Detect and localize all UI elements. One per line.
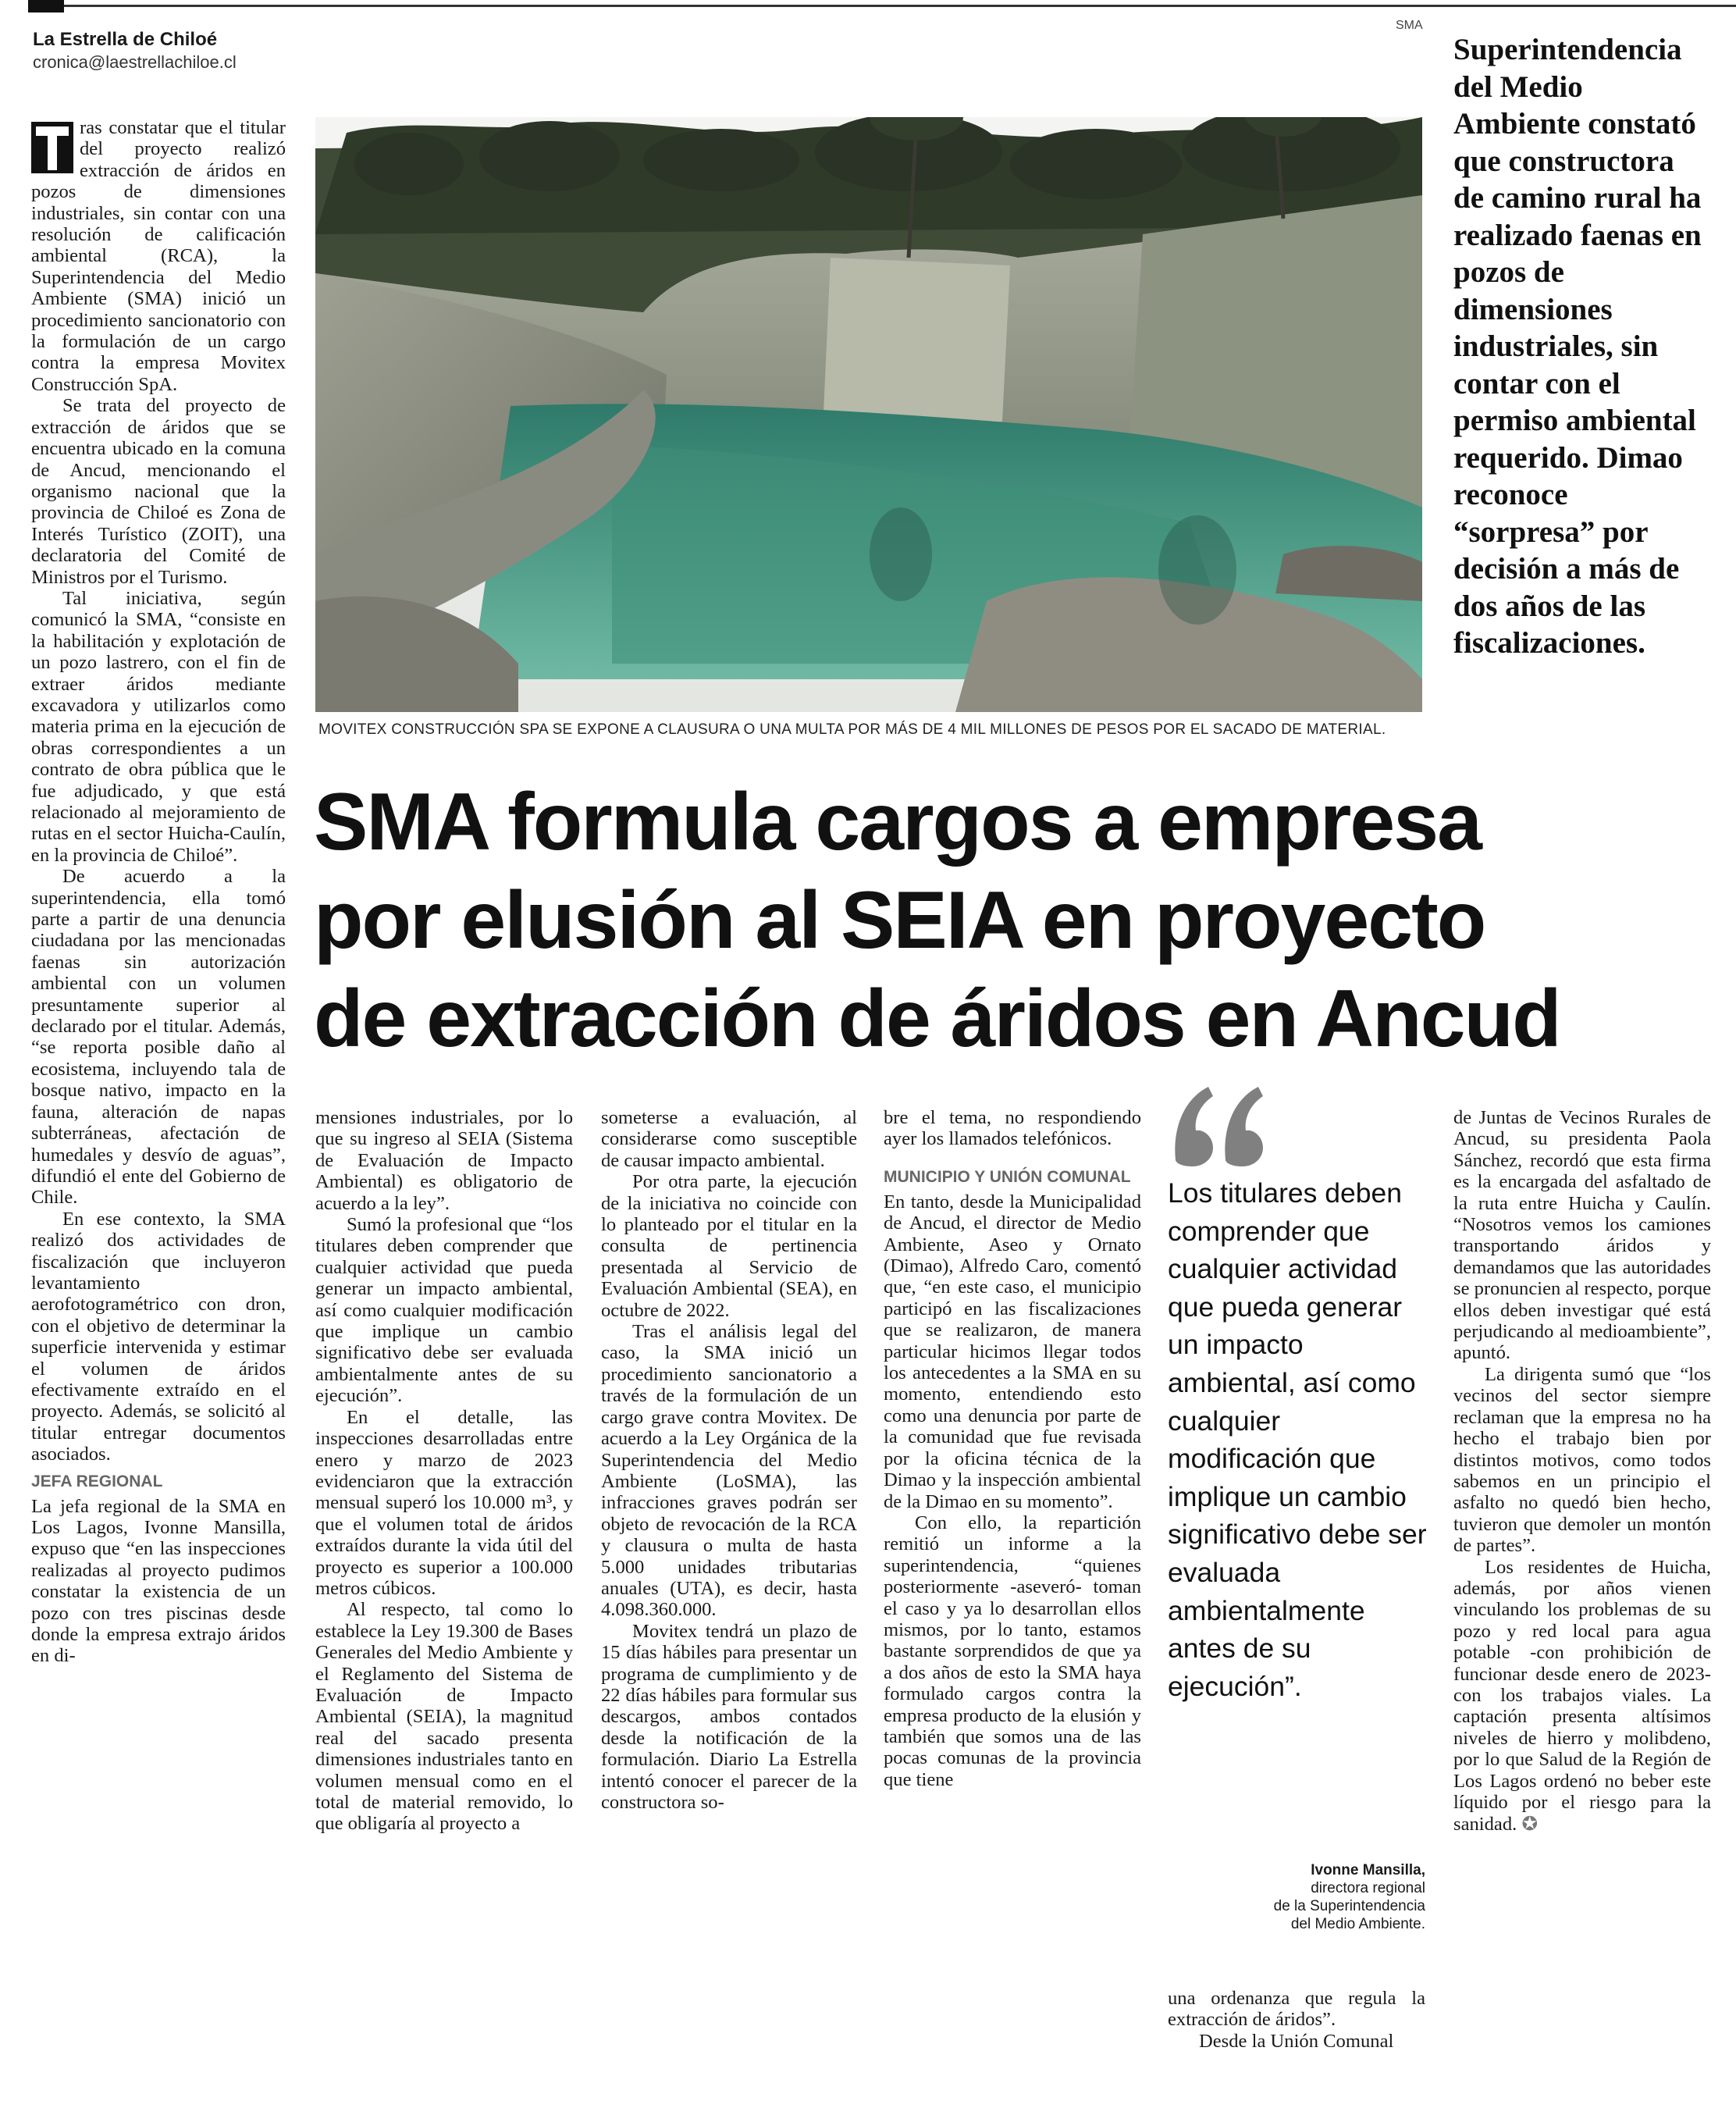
paragraph: En tanto, desde la Municipalidad de Ancud, el director de Medio Ambiente, Aseo y Ornato (Dimao), Alfredo Caro, comentó que, “en este caso, el municipio participó en las fiscalizaciones que se realizaron, de manera particular hicimos llegar todos los antecedentes a la SMA en su momento, entendiendo esto como una denuncia por parte de la comunidad que fue revisada por la oficina técnica de la Dimao y la inspección ambiental de la Dimao en su momento”. <box>884 1191 1141 1512</box>
paragraph: Tras el análisis legal del caso, la SMA inició un procedimiento sancionatorio a través de la formulación de un cargo grave contra Movitex. De acuerdo a la Ley Orgánica de la Superintendencia del Medio Ambiente (LoSMA), las infracciones graves podrán ser objeto de revocación de la RCA y clausura o multa de hasta 5.000 unidades tributarias anuales (UTA), es decir, hasta 4.098.360.000. <box>601 1321 857 1621</box>
photo-credit: SMA <box>1396 19 1423 32</box>
headline-line-1: SMA formula cargos a empresa <box>314 777 1481 867</box>
paragraph: De acuerdo a la superintendencia, ella tomó parte a partir de una denuncia ciudadana por las mencionadas faenas sin autorización ambiental con un volumen presuntamente superior al declarado por el titular. Además, “se reporta posible daño al ecosistema, incluyendo tala de bosque nativo, impacto en la fauna, alteración de napas subterráneas, afectación de humedales y desvío de aguas”, difundió el ente del Gobierno de Chile. <box>31 866 286 1209</box>
headline-line-2: por elusión al SEIA en proyecto <box>314 875 1485 966</box>
paragraph: de Juntas de Vecinos Rurales de Ancud, su presidenta Paola Sánchez, recordó que esta firma es la encargada del asfaltado de la ruta entre Huicha y Caulín. “Nosotros vemos los camiones transportando áridos y demandamos que las autoridades se pronuncien al respecto, porque ellos deben investigar qué está perjudicando al medioambiente”, apuntó. <box>1453 1107 1711 1364</box>
paragraph: Movitex tendrá un plazo de 15 días hábiles para presentar un programa de cumplimiento y de 22 días hábiles para formular sus descargos, ambos contados desde la notificación de la formulación. Diario La Estrella intentó conocer el parecer de la constructora so- <box>601 1620 857 1813</box>
drop-cap-glyph <box>31 122 73 173</box>
paragraph: Con ello, la repartición remitió un informe a la superintendencia, “quienes posteriormente -aseveró- toman el caso y ya lo desarrollan ellos mismos, por lo tanto, estamos bastante sorprendidos de que ya a dos años de esto la SMA haya formulado cargos contra la empresa producto de la elusión y también que somos una de las pocas comunas de la provincia que tiene <box>884 1512 1141 1790</box>
top-line <box>64 5 1736 7</box>
paragraph: Al respecto, tal como lo establece la Ley 19.300 de Bases Generales del Medio Ambiente y el Reglamento del Sistema de Evaluación de Impacto Ambiental (SEIA), la magnitud real del sacado presenta dimensiones industriales tanto en volumen mensual como en el total de material removido, lo que obligaría al proyecto a <box>315 1599 573 1835</box>
end-mark-icon: ✪ <box>1521 1812 1539 1836</box>
news-photo <box>315 117 1422 712</box>
quote-role-line-3: del Medio Ambiente. <box>1290 1916 1425 1932</box>
lead-paragraph: ras constatar que el titular del proyecto realizó extracción de áridos en pozos de dimensiones industriales, sin contar con una resolución de calificación ambiental (RCA), la Superintendencia del Medio Ambiente (SMA) inició un procedimiento sancionatorio con la formulación de un cargo contra la empresa Movitex Construcción SpA. <box>31 117 286 395</box>
paragraph: mensiones industriales, por lo que su ingreso al SEIA (Sistema de Evaluación de Impacto Ambiental) es obligatorio de acuerdo a la ley”. <box>315 1107 573 1214</box>
paragraph: La jefa regional de la SMA en Los Lagos, Ivonne Mansilla, expuso que “en las inspecciones realizadas al proyecto pudimos constatar la existencia de un pozo con tres piscinas desde donde la empresa extrajo áridos en di- <box>31 1495 286 1667</box>
paragraph: Se trata del proyecto de extracción de áridos que se encuentra ubicado en la comuna de Ancud, mencionando el organismo nacional que la provincia de Chiloé es Zona de Interés Turístico (ZOIT), una declaratoria del Comité de Ministros por el Turismo. <box>31 395 286 588</box>
contact-email[interactable]: cronica@laestrellachiloe.cl <box>33 52 237 72</box>
paragraph: Desde la Unión Comunal <box>1199 2030 1394 2052</box>
paragraph: bre el tema, no respondiendo ayer los llamados telefónicos. <box>884 1107 1141 1150</box>
paragraph: Los residentes de Huicha, además, por años vienen vinculando los problemas de su pozo y red local para agua potable -con prohibición de funcionar desde enero de 2023- con los trabajos viales. La captación presenta altísimos niveles de hierro y molibdeno, por lo que Salud de la Región de Los Lagos ordenó no beber este líquido por el riesgo para la sanidad. ✪ <box>1453 1556 1711 1836</box>
paragraph: Por otra parte, la ejecución de la iniciativa no coincide con lo planteado por el titular en la consulta de pertinencia presentada al Servicio de Evaluación Ambiental (SEA), en octubre de 2022. <box>601 1171 857 1321</box>
top-rule <box>0 0 1736 12</box>
publication-name: La Estrella de Chiloé <box>33 29 218 50</box>
quote-attribution <box>1168 1861 1425 1933</box>
paragraph: En ese contexto, la SMA realizó dos actividades de fiscalización que incluyeron levantamiento aerofotogramétrico con dron, con el objetivo de determinar la superficie intervenida y estimar el volumen de áridos efectivamente extraído en el proyecto. Además, se solicitó al titular entregar documentos asociados. <box>31 1208 286 1465</box>
paragraph: una ordenanza que regula la extracción de áridos”. <box>1168 1988 1425 2031</box>
article-column-6 <box>1453 1107 1711 1836</box>
pull-quote: Los titulares deben comprender que cualquier actividad que pueda generar un impacto ambiental, así como cualquier modificación que implique un cambio significativo debe ser evaluada ambientalmente antes de su ejecución”. <box>1168 1177 1427 1702</box>
article-column-5 <box>1168 1988 1425 2052</box>
deck-summary: Superintendencia del Medio Ambiente constató que constructora de camino rural ha realizado faenas en pozos de dimensiones industriales, sin contar con el permiso ambiental requerido. Dimao reconoce “sorpresa” por decisión a más de dos años de las fiscalizaciones. <box>1453 33 1702 660</box>
article-column-2 <box>315 1107 573 1835</box>
headline-line-3: de extracción de áridos en Ancud <box>314 974 1560 1064</box>
quarry-lagoon-image <box>315 117 1422 712</box>
quote-mark-icon <box>1169 1082 1271 1168</box>
subhead-jefa-regional: JEFA REGIONAL <box>31 1472 163 1490</box>
quote-role-line-1: directora regional <box>1311 1880 1425 1896</box>
paragraph: someterse a evaluación, al considerarse como susceptible de causar impacto ambiental. <box>601 1107 857 1171</box>
paragraph: En el detalle, las inspecciones desarrolladas entre enero y marzo de 2023 evidenciaron que la extracción mensual superó los 10.000 m³, y que el volumen total de áridos extraídos durante la vida útil del proyecto es superior a 100.000 metros cúbicos. <box>315 1406 573 1599</box>
article-column-4 <box>884 1107 1141 1790</box>
quote-role-line-2: de la Superintendencia <box>1273 1898 1425 1914</box>
article-column-3 <box>601 1107 857 1813</box>
section-marker <box>28 0 64 12</box>
paragraph: La dirigenta sumó que “los vecinos del sector siempre reclaman que la empresa no ha hecho el trabajo bien por distintos motivos, como todos sabemos en un principio el asfalto no quedó bien hecho, tuvieron que demoler un montón de partes”. <box>1453 1363 1711 1557</box>
paragraph: Tal iniciativa, según comunicó la SMA, “consiste en la habilitación y explotación de un pozo lastrero, con el fin de extraer áridos mediante excavadora y utilizarlos como materia prima en la ejecución de obras correspondientes a un contrato de obra pública que le fue adjudicado, y que está relacionado al mejoramiento de rutas en el sector Huicha-Caulín, en la provincia de Chiloé”. <box>31 587 286 866</box>
byline <box>33 28 298 73</box>
photo-caption: MOVITEX CONSTRUCCIÓN SPA SE EXPONE A CLAUSURA O UNA MULTA POR MÁS DE 4 MIL MILLONES DE PESOS POR EL SACADO DE MATERIAL. <box>318 721 1386 738</box>
headline <box>314 773 1727 1068</box>
drop-cap-t <box>31 122 73 173</box>
article-column-1 <box>31 117 286 1667</box>
subhead-municipio: MUNICIPIO Y UNIÓN COMUNAL <box>884 1167 1131 1186</box>
paragraph: Sumó la profesional que “los titulares deben comprender que cualquier actividad que pueda generar un impacto ambiental, así como cualquier modificación que implique un cambio significativo debe ser evaluada ambientalmente antes de su ejecución”. <box>315 1214 573 1407</box>
quote-author: Ivonne Mansilla, <box>1311 1862 1425 1878</box>
